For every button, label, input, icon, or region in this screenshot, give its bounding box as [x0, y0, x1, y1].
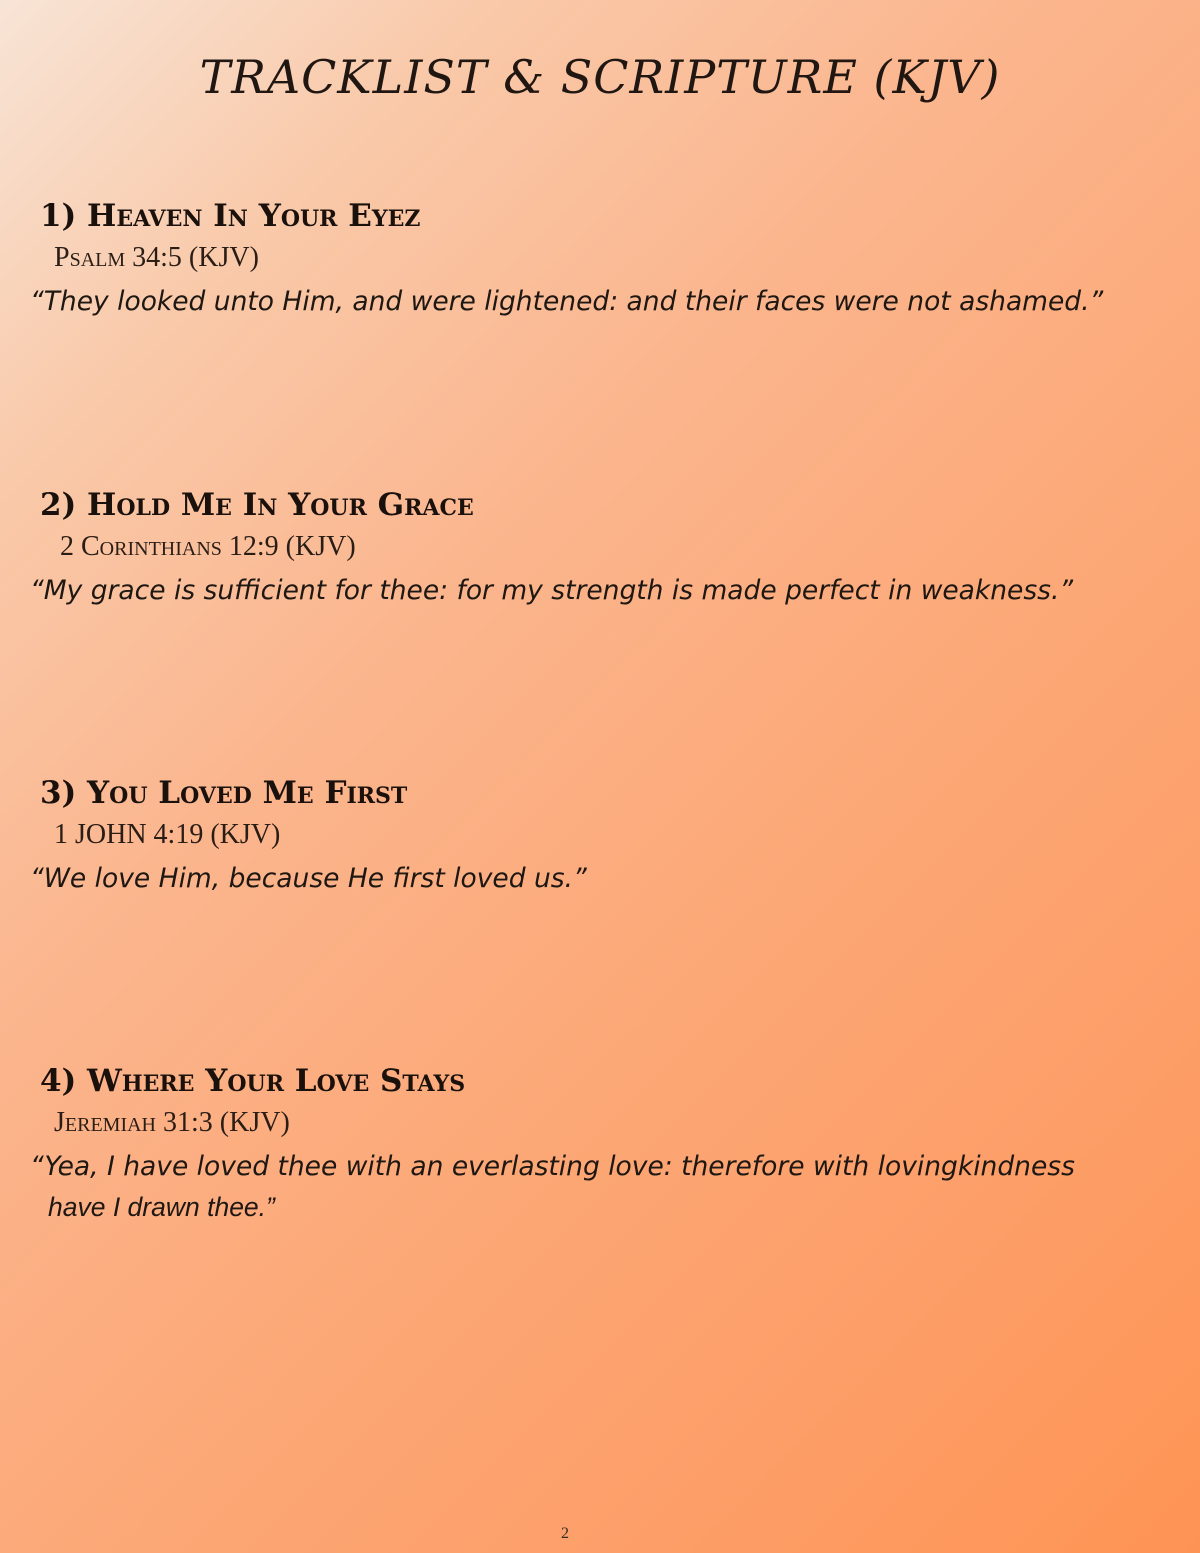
- scripture-reference: Jeremiah 31:3 (KJV): [54, 1107, 290, 1138]
- scripture-verse-line-1: “Yea, I have loved thee with an everlasting love: therefore with lovingkindness: [30, 1151, 1075, 1182]
- scripture-verse: “We love Him, because He first loved us.”: [30, 863, 587, 894]
- scripture-verse: “My grace is sufficient for thee: for my strength is made perfect in weakness.”: [30, 575, 1074, 606]
- page-title: TRACKLIST & SCRIPTURE (KJV): [199, 50, 1001, 104]
- scripture-reference: Psalm 34:5 (KJV): [54, 242, 259, 273]
- scripture-reference: 2 Corinthians 12:9 (KJV): [60, 531, 356, 562]
- track-title: 3) You Loved Me First: [40, 775, 408, 811]
- scripture-verse-line-2: have I drawn thee.”: [48, 1192, 275, 1222]
- page-number: 2: [561, 1525, 569, 1542]
- scripture-reference: 1 JOHN 4:19 (KJV): [54, 819, 281, 850]
- scripture-verse: [30, 1147, 1180, 1227]
- track-title: 2) Hold Me In Your Grace: [40, 487, 474, 523]
- track-title: 1) Heaven In Your Eyez: [40, 198, 421, 234]
- track-title: 4) Where Your Love Stays: [40, 1063, 466, 1099]
- scripture-verse: “They looked unto Him, and were lightened: and their faces were not ashamed.”: [30, 286, 1104, 317]
